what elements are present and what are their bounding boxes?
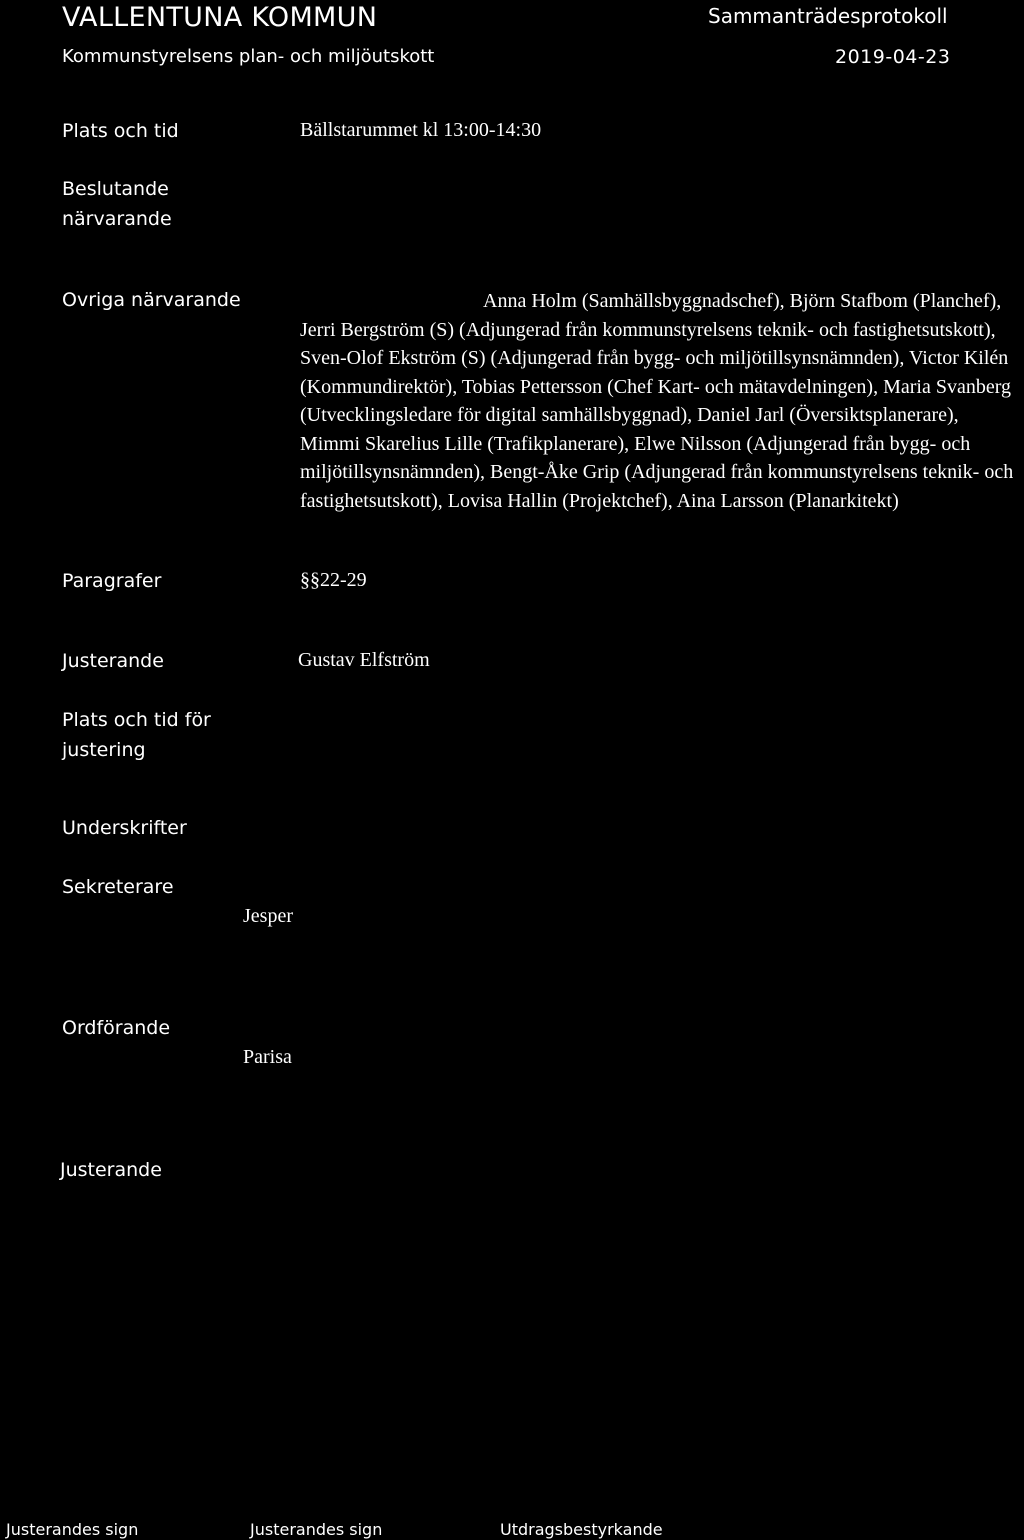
adjuster-label: Justerande [62, 650, 164, 672]
deciding-label-line2: närvarande [62, 208, 172, 230]
signatures-label: Underskrifter [62, 817, 187, 839]
meeting-date: 2019-04-23 [835, 46, 951, 68]
document-type: Sammanträdesprotokoll [708, 4, 948, 28]
chair-label: Ordförande [62, 1017, 171, 1039]
adjuster-value: Gustav Elfström [298, 649, 430, 671]
committee-name: Kommunstyrelsens plan- och miljöutskott [62, 46, 435, 67]
organization-name: VALLENTUNA KOMMUN [62, 2, 378, 33]
others-present-label: Ovriga närvarande [62, 289, 241, 311]
deciding-label-line1: Beslutande [62, 178, 169, 200]
secretary-label: Sekreterare [62, 876, 174, 898]
chair-name: Parisa [243, 1046, 292, 1068]
others-present-list: Anna Holm (Samhällsbyggnadschef), Björn Stafbom (Planchef), Jerri Bergström (S) (Adjungerad från kommunstyrelsens teknik- och fastighetsutskott), Sven-Olof Ekström (S) (Adjungerad från bygg- och miljötillsynsnämnden), Victor Kilén (Kommundirektör), Tobias Pettersson (Chef Kart- och mätavdelningen), Maria Svanberg (Utvecklingsledare för digital samhällsbyggnad), Daniel Jarl (Översiktsplanerare), Mimmi Skarelius Lille (Trafikplanerare), Elwe Nilsson (Adjungerad från bygg- och miljötillsynsnämnden), Bengt-Åke Grip (Adjungerad från kommunstyrelsens teknik- och fastighetsutskott), Lovisa Hallin (Projektchef), Aina Larsson (Planarkitekt) [300, 290, 1014, 512]
secretary-name: Jesper [243, 905, 293, 927]
paragraphs-value: §§22-29 [300, 569, 367, 591]
footer-adjuster-sign-2: Justerandes sign [250, 1520, 383, 1539]
footer-extract-certification: Utdragsbestyrkande [500, 1520, 663, 1539]
adjuster-signature-label: Justerande [60, 1159, 162, 1181]
adjust-place-label-line2: justering [62, 739, 146, 761]
place-time-value: Bällstarummet kl 13:00-14:30 [300, 119, 542, 141]
place-time-label: Plats och tid [62, 120, 179, 142]
footer-adjuster-sign-1: Justerandes sign [6, 1520, 139, 1539]
paragraphs-label: Paragrafer [62, 570, 162, 592]
adjust-place-label-line1: Plats och tid för [62, 709, 211, 731]
